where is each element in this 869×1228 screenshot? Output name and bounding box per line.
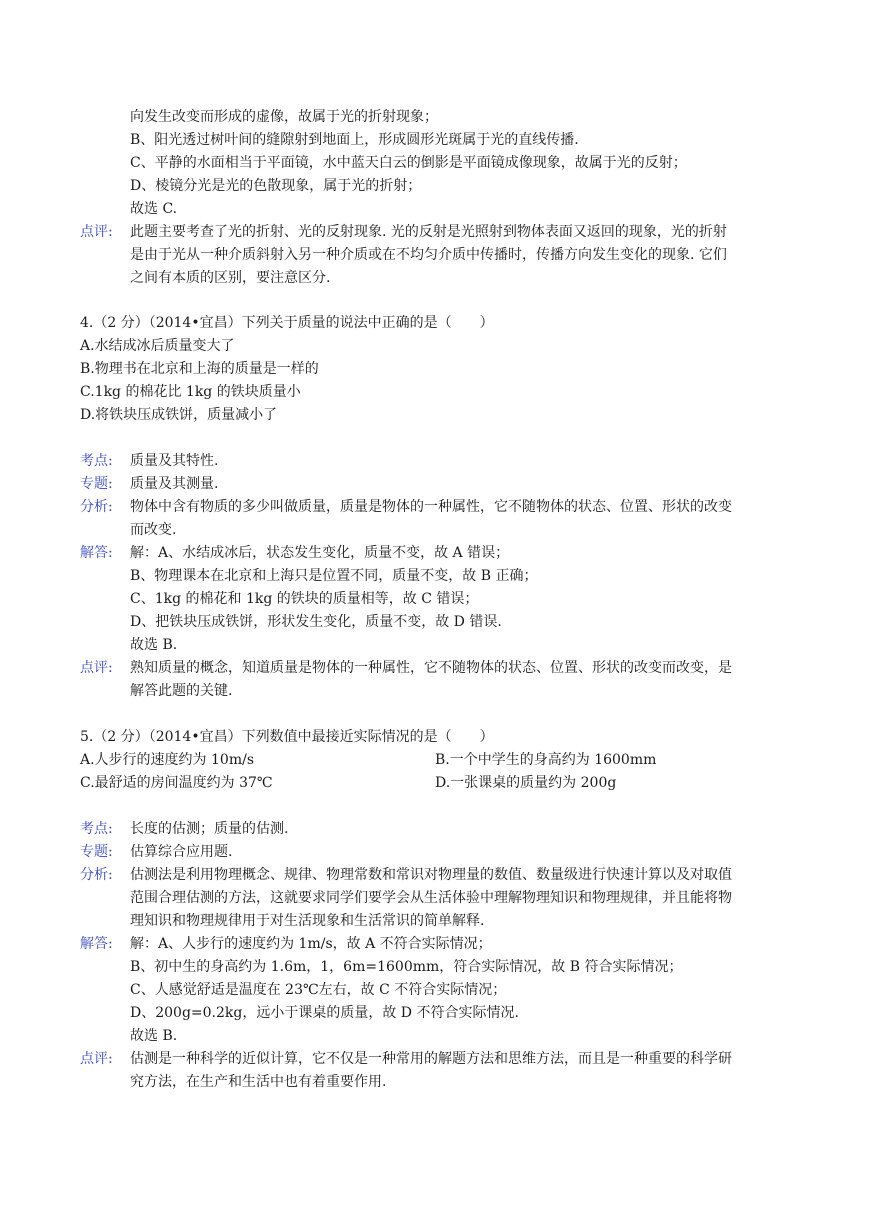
q4-point: 质量及其特性. <box>130 453 219 469</box>
q4-option-a: A.水结成冰后质量变大了 <box>80 338 235 354</box>
q4-review-line: 熟知质量的概念，知道质量是物体的一种属性，它不随物体的状态、位置、形状的改变而改变，是 <box>130 660 732 676</box>
q4-answer-line: B、物理课本在北京和上海只是位置不同，质量不变，故 B 正确； <box>130 568 538 584</box>
q4-review-line: 解答此题的关键. <box>130 683 233 699</box>
q5-analysis-line: 估测法是利用物理概念、规律、物理常数和常识对物理量的数值、数量级进行快速计算以及对取值 <box>130 867 732 883</box>
q3-answer-d: D、棱镜分光是光的色散现象，属于光的折射； <box>130 178 422 194</box>
q4-analysis-label: 分析: <box>80 499 113 515</box>
q4-point-label: 考点: <box>80 453 113 469</box>
q4-option-c: C.1kg 的棉花比 1kg 的铁块质量小 <box>80 384 301 400</box>
q4-analysis-line: 物体中含有物质的多少叫做质量，质量是物体的一种属性，它不随物体的状态、位置、形状的改变 <box>130 499 732 515</box>
q5-review-label: 点评: <box>80 1051 113 1067</box>
q5-answer-line: 解：A、人步行的速度约为 1m/s，故 A 不符合实际情况； <box>130 936 492 952</box>
q5-option-b: B.一个中学生的身高约为 1600mm <box>435 752 657 768</box>
q4-answer-line: 故选 B. <box>130 637 178 653</box>
q3-review-line: 之间有本质的区别，要注意区分. <box>130 270 331 286</box>
q4-answer-line: 解：A、水结成冰后，状态发生变化，质量不变，故 A 错误； <box>130 545 510 561</box>
q4-answer-label: 解答: <box>80 545 113 561</box>
q5-answer-line: D、200g=0.2kg，远小于课桌的质量，故 D 不符合实际情况. <box>130 1005 519 1021</box>
q3-select: 故选 C. <box>130 201 178 217</box>
q5-answer-line: 故选 B. <box>130 1028 178 1044</box>
q4-option-b: B.物理书在北京和上海的质量是一样的 <box>80 361 319 377</box>
q4-analysis-line: 而改变. <box>130 522 177 538</box>
q5-topic: 估算综合应用题. <box>130 844 233 860</box>
q5-option-c: C.最舒适的房间温度约为 37℃ <box>80 775 273 791</box>
q5-analysis-line: 理知识和物理规律用于对生活现象和生活常识的简单解释. <box>130 913 485 929</box>
q5-answer-line: C、人感觉舒适是温度在 23℃左右，故 C 不符合实际情况； <box>130 982 507 998</box>
q4-answer-line: D、把铁块压成铁饼，形状发生变化，质量不变，故 D 错误. <box>130 614 502 630</box>
q4-topic: 质量及其测量. <box>130 476 219 492</box>
q4-answer-line: C、1kg 的棉花和 1kg 的铁块的质量相等，故 C 错误； <box>130 591 479 607</box>
q5-option-a: A.人步行的速度约为 10m/s <box>80 752 255 768</box>
q4-review-label: 点评: <box>80 660 113 676</box>
q5-option-d: D.一张课桌的质量约为 200g <box>435 775 617 791</box>
q3-review-line: 此题主要考查了光的折射、光的反射现象. 光的反射是光照射到物体表面又返回的现象，光的折射 <box>130 224 727 240</box>
q5-analysis-label: 分析: <box>80 867 113 883</box>
q3-review-line: 是由于光从一种介质斜射入另一种介质或在不均匀介质中传播时，传播方向发生变化的现象. 它们 <box>130 247 727 263</box>
q5-point: 长度的估测；质量的估测. <box>130 821 289 837</box>
q5-topic-label: 专题: <box>80 844 113 860</box>
q3-answer-c: C、平静的水面相当于平面镜，水中蓝天白云的倒影是平面镜成像现象，故属于光的反射； <box>130 155 687 171</box>
q5-stem: 5.（2 分）（2014•宜昌）下列数值中最接近实际情况的是（ ） <box>80 729 494 745</box>
q5-point-label: 考点: <box>80 821 113 837</box>
q5-review-line: 估测是一种科学的近似计算，它不仅是一种常用的解题方法和思维方法，而且是一种重要的科学研 <box>130 1051 732 1067</box>
q5-answer-label: 解答: <box>80 936 113 952</box>
q5-analysis-line: 范围合理估测的方法，这就要求同学们要学会从生活体验中理解物理知识和物理规律，并且能将物 <box>130 890 732 906</box>
q4-stem: 4.（2 分）（2014•宜昌）下列关于质量的说法中正确的是（ ） <box>80 315 494 331</box>
q3-answer-b: B、阳光透过树叶间的缝隙射到地面上，形成圆形光斑属于光的直线传播. <box>130 132 579 148</box>
q4-topic-label: 专题: <box>80 476 113 492</box>
q5-answer-line: B、初中生的身高约为 1.6m，1，6m=1600mm，符合实际情况，故 B 符合实际情况； <box>130 959 683 975</box>
q5-review-line: 究方法，在生产和生活中也有着重要作用. <box>130 1074 387 1090</box>
q3-answer-cont: 向发生改变而形成的虚像，故属于光的折射现象； <box>130 109 438 125</box>
q4-option-d: D.将铁块压成铁饼，质量减小了 <box>80 407 278 423</box>
q3-review-label: 点评: <box>80 224 113 240</box>
